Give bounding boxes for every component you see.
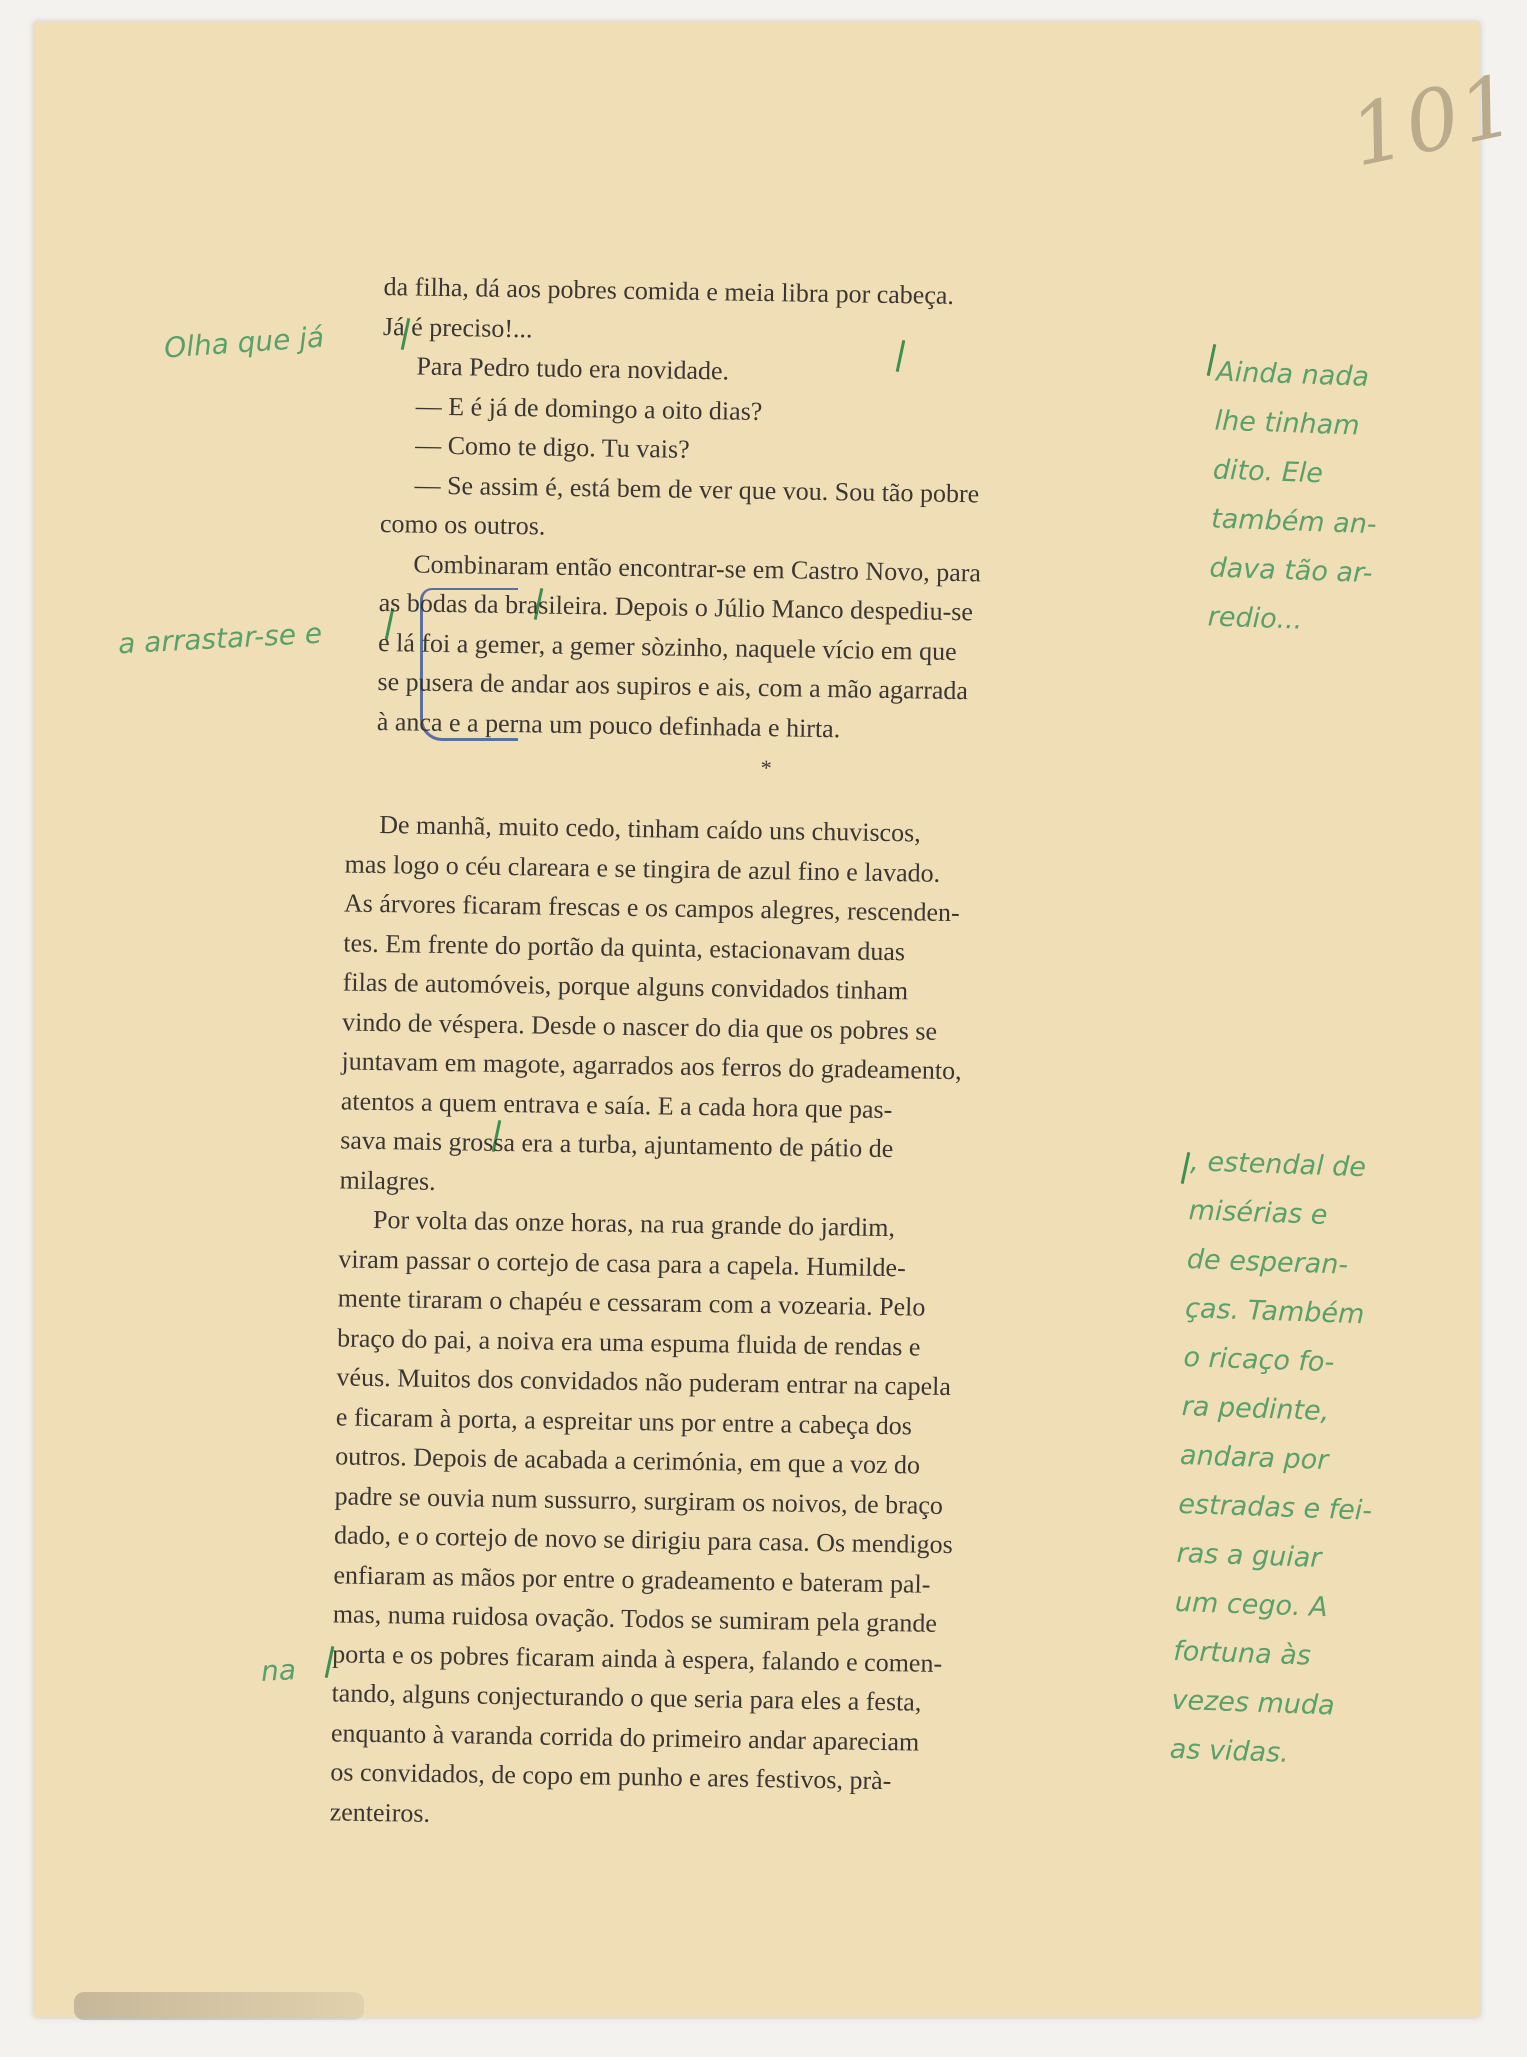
text-line: Combinaram então encontrar-se em Castro Novo, para [413,548,982,587]
text-line: Para Pedro tudo era novidade. [416,351,730,386]
text-line: sava mais grossa era a turba, ajuntamento de pátio de [340,1125,894,1164]
text-line: Já é preciso!... [382,311,533,343]
text-line: filas de automóveis, porque alguns convidados tinham [342,967,909,1006]
annotation-line: redio... [1207,601,1303,636]
text-line: dado, e o cortejo de novo se dirigiu para casa. Os mendigos [333,1520,954,1560]
section-separator: * [760,754,772,781]
annotation-line: também an- [1210,503,1378,541]
text-line: porta e os pobres ficaram ainda à espera, falando e comen- [331,1638,943,1678]
text-line: zenteiros. [329,1796,431,1828]
text-line: — Como te digo. Tu vais? [414,430,690,464]
text-line: véus. Muitos dos convidados não puderam entrar na capela [336,1362,952,1402]
annotation-right-top [1207,348,1477,651]
annotation-line: , estendal de [1189,1146,1367,1184]
annotation-line: ras a guiar [1176,1537,1322,1574]
manuscript-page [34,22,1525,2017]
annotation-top-left: Olha que já [163,320,326,365]
text-line: mas, numa ruidosa ovação. Todos se sumiram pela grande [332,1599,938,1638]
annotation-line: estradas e fei- [1177,1488,1373,1527]
text-line: viram passar o cortejo de casa para a capela. Humilde- [338,1243,906,1282]
text-line: atentos a quem entrava e saía. E a cada hora que pas- [340,1085,893,1124]
text-line: da filha, dá aos pobres comida e meia libra por cabeça. [383,271,955,310]
annotation-line: as vidas. [1169,1733,1290,1769]
annotation-right-bottom [1169,1137,1481,1784]
text-line: Por volta das onze horas, na rua grande do jardim, [372,1204,896,1243]
text-block-top [377,267,1174,753]
text-line: De manhã, muito cedo, tinham caído uns chuviscos, [379,809,921,848]
annotation-left-middle: a arrastar-se e [117,616,323,661]
insertion-mark [1207,344,1217,376]
text-line: e ficaram à porta, a espreitar uns por entre a cabeça dos [335,1401,913,1440]
annotation-line: um cego. A [1174,1586,1329,1624]
annotation-line: Ainda nada [1215,356,1370,393]
text-block-main [329,804,1135,1843]
text-line: — Se assim é, está bem de ver que vou. Sou tão pobre [414,470,980,508]
text-line: mente tiraram o chapéu e cessaram com a vozearia. Pelo [337,1283,926,1322]
annotation-line: dito. Ele [1212,454,1324,490]
annotation-line: andara por [1179,1439,1329,1477]
annotation-line: de esperan- [1186,1244,1349,1281]
text-line: braço do pai, a noiva era uma espuma fluida de rendas e [336,1322,921,1362]
text-line: outros. Depois de acabada a cerimónia, em que a voz do [335,1441,921,1480]
text-line: as bodas da brasileira. Depois o Júlio Manco despediu-se [378,587,974,627]
text-line: enfiaram as mãos por entre o gradeamento e bateram pal- [333,1559,931,1599]
annotation-line: vezes muda [1170,1684,1336,1722]
text-line: vindo de véspera. Desde o nascer do dia que os pobres se [341,1006,938,1046]
text-line: tes. Em frente do portão da quinta, estacionavam duas [343,927,906,966]
text-line: como os outros. [379,508,546,541]
annotation-line: ças. Também [1184,1293,1365,1331]
text-line: à anca e a perna um pouco definhada e hirta. [376,706,841,743]
text-line: mas logo o céu clareara e se tingira de azul fino e lavado. [344,848,941,888]
page-number: 101 [1341,55,1525,186]
text-line: tando, alguns conjecturando o que seria para eles a festa, [331,1678,922,1717]
text-line: se pusera de andar aos supiros e ais, com a mão agarrada [377,666,969,706]
text-line: enquanto à varanda corrida do primeiro andar apareciam [330,1717,920,1757]
text-line: As árvores ficaram frescas e os campos alegres, rescenden- [343,888,960,928]
text-line: milagres. [339,1164,436,1196]
text-line: juntavam em magote, agarrados aos ferros do gradeamento, [341,1046,962,1086]
text-line: os convidados, de copo em punho e ares festivos, prà- [330,1757,892,1796]
annotation-line: ra pedinte, [1181,1390,1330,1428]
annotation-line: fortuna às [1172,1635,1312,1672]
text-line: — E é já de domingo a oito dias? [415,391,763,426]
annotation-left-bottom: na [260,1653,297,1688]
annotation-line: misérias e [1188,1195,1328,1231]
annotation-line: lhe tinham [1214,405,1361,442]
annotation-line: o ricaço fo- [1182,1342,1335,1379]
body-text [329,267,1174,1828]
ink-smudge [74,1992,364,2020]
text-line: e lá foi a gemer, a gemer sòzinho, naquele vício em que [377,627,957,666]
text-line: padre se ouvia num sussurro, surgiram os noivos, de braço [334,1480,944,1520]
annotation-line: dava tão ar- [1208,552,1373,590]
